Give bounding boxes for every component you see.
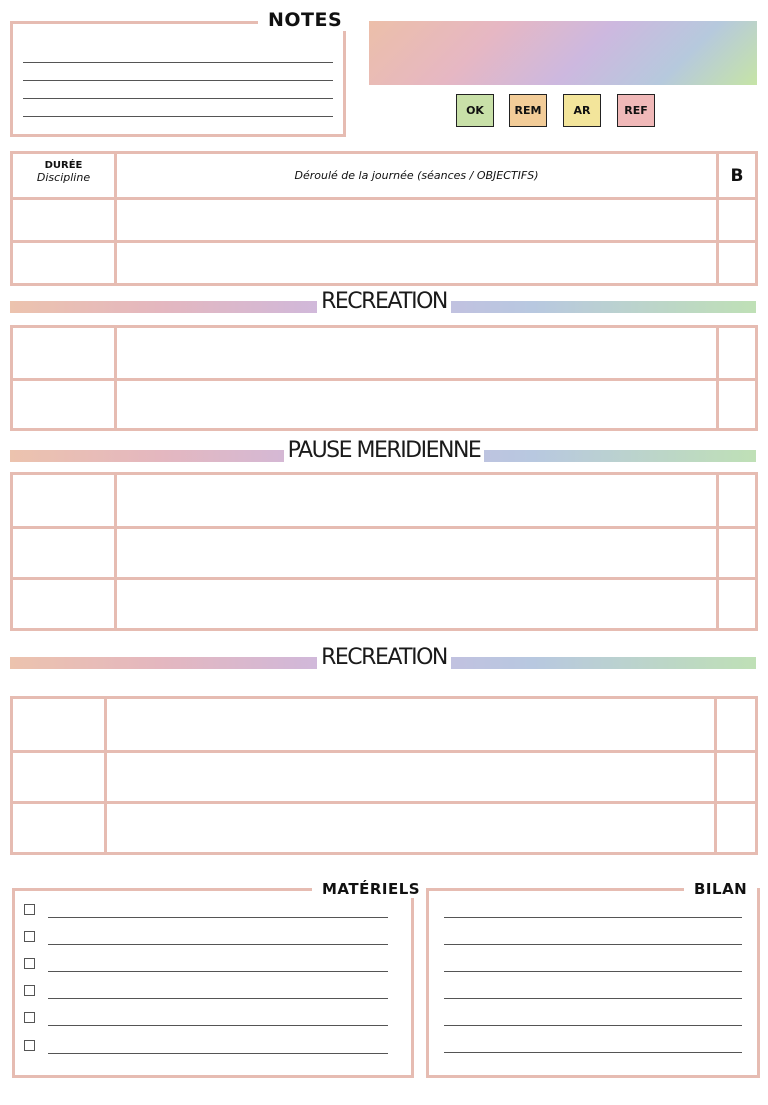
activity-cell[interactable]: [117, 580, 719, 628]
duration-cell[interactable]: [13, 200, 117, 240]
activity-cell[interactable]: [117, 328, 719, 378]
material-line[interactable]: [48, 1025, 388, 1026]
activity-cell[interactable]: [117, 529, 719, 577]
b-cell[interactable]: [719, 243, 755, 283]
bilan-title: BILAN: [684, 880, 757, 898]
material-line[interactable]: [48, 1053, 388, 1054]
activity-cell[interactable]: [117, 243, 719, 283]
status-ok-badge: OK: [456, 94, 494, 127]
bilan-line[interactable]: [444, 1052, 742, 1053]
schedule-header-row: [13, 154, 755, 197]
header-activity-label: Déroulé de la journée (séances / OBJECTIFS): [294, 169, 539, 182]
duration-cell[interactable]: [13, 699, 107, 750]
materials-title: MATÉRIELS: [312, 880, 430, 898]
recreation-label-1: RECREATION: [0, 289, 768, 314]
b-cell[interactable]: [719, 328, 755, 378]
notes-line[interactable]: [23, 62, 333, 63]
schedule-block-early-afternoon: [10, 472, 758, 631]
schedule-block-morning: [10, 151, 758, 286]
material-checkbox[interactable]: [24, 931, 35, 942]
table-row[interactable]: [13, 475, 755, 526]
header-duration-label: DURÉE: [44, 160, 83, 171]
material-checkbox[interactable]: [24, 985, 35, 996]
header-b-cell: [719, 154, 755, 197]
notes-box: [10, 21, 346, 137]
b-cell[interactable]: [717, 753, 755, 801]
gradient-header: [369, 21, 757, 85]
bilan-line[interactable]: [444, 971, 742, 972]
table-row[interactable]: [13, 577, 755, 628]
bilan-line[interactable]: [444, 917, 742, 918]
b-cell[interactable]: [719, 381, 755, 428]
duration-cell[interactable]: [13, 475, 117, 526]
b-cell[interactable]: [719, 529, 755, 577]
activity-cell[interactable]: [117, 381, 719, 428]
b-cell[interactable]: [719, 200, 755, 240]
table-row[interactable]: [13, 699, 755, 750]
status-ar-badge: AR: [563, 94, 601, 127]
schedule-block-late-afternoon: [10, 696, 758, 855]
activity-cell[interactable]: [117, 475, 719, 526]
recreation-label-2: RECREATION: [0, 645, 768, 670]
material-line[interactable]: [48, 971, 388, 972]
notes-title: NOTES: [258, 9, 352, 31]
duration-cell[interactable]: [13, 381, 117, 428]
b-cell[interactable]: [719, 580, 755, 628]
material-checkbox[interactable]: [24, 904, 35, 915]
b-cell[interactable]: [717, 699, 755, 750]
notes-line[interactable]: [23, 98, 333, 99]
table-row[interactable]: [13, 526, 755, 577]
duration-cell[interactable]: [13, 243, 117, 283]
activity-cell[interactable]: [117, 200, 719, 240]
duration-cell[interactable]: [13, 804, 107, 852]
activity-cell[interactable]: [107, 804, 717, 852]
bilan-line[interactable]: [444, 998, 742, 999]
duration-cell[interactable]: [13, 328, 117, 378]
table-row[interactable]: [13, 378, 755, 428]
material-line[interactable]: [48, 917, 388, 918]
material-checkbox[interactable]: [24, 958, 35, 969]
notes-line[interactable]: [23, 116, 333, 117]
table-row[interactable]: [13, 328, 755, 378]
header-b-label: B: [730, 165, 744, 186]
lunch-label: PAUSE MERIDIENNE: [0, 438, 768, 463]
status-rem-badge: REM: [509, 94, 547, 127]
duration-cell[interactable]: [13, 753, 107, 801]
table-row[interactable]: [13, 801, 755, 852]
table-row[interactable]: [13, 197, 755, 240]
material-line[interactable]: [48, 944, 388, 945]
header-duration-cell: [13, 154, 117, 197]
table-row[interactable]: [13, 750, 755, 801]
material-line[interactable]: [48, 998, 388, 999]
activity-cell[interactable]: [107, 699, 717, 750]
header-discipline-label: Discipline: [36, 171, 91, 184]
header-activity-cell: [117, 154, 719, 197]
bilan-line[interactable]: [444, 1025, 742, 1026]
bilan-line[interactable]: [444, 944, 742, 945]
material-checkbox[interactable]: [24, 1040, 35, 1051]
duration-cell[interactable]: [13, 580, 117, 628]
material-checkbox[interactable]: [24, 1012, 35, 1023]
b-cell[interactable]: [719, 475, 755, 526]
schedule-block-late-morning: [10, 325, 758, 431]
status-ref-badge: REF: [617, 94, 655, 127]
notes-line[interactable]: [23, 80, 333, 81]
b-cell[interactable]: [717, 804, 755, 852]
duration-cell[interactable]: [13, 529, 117, 577]
activity-cell[interactable]: [107, 753, 717, 801]
table-row[interactable]: [13, 240, 755, 283]
